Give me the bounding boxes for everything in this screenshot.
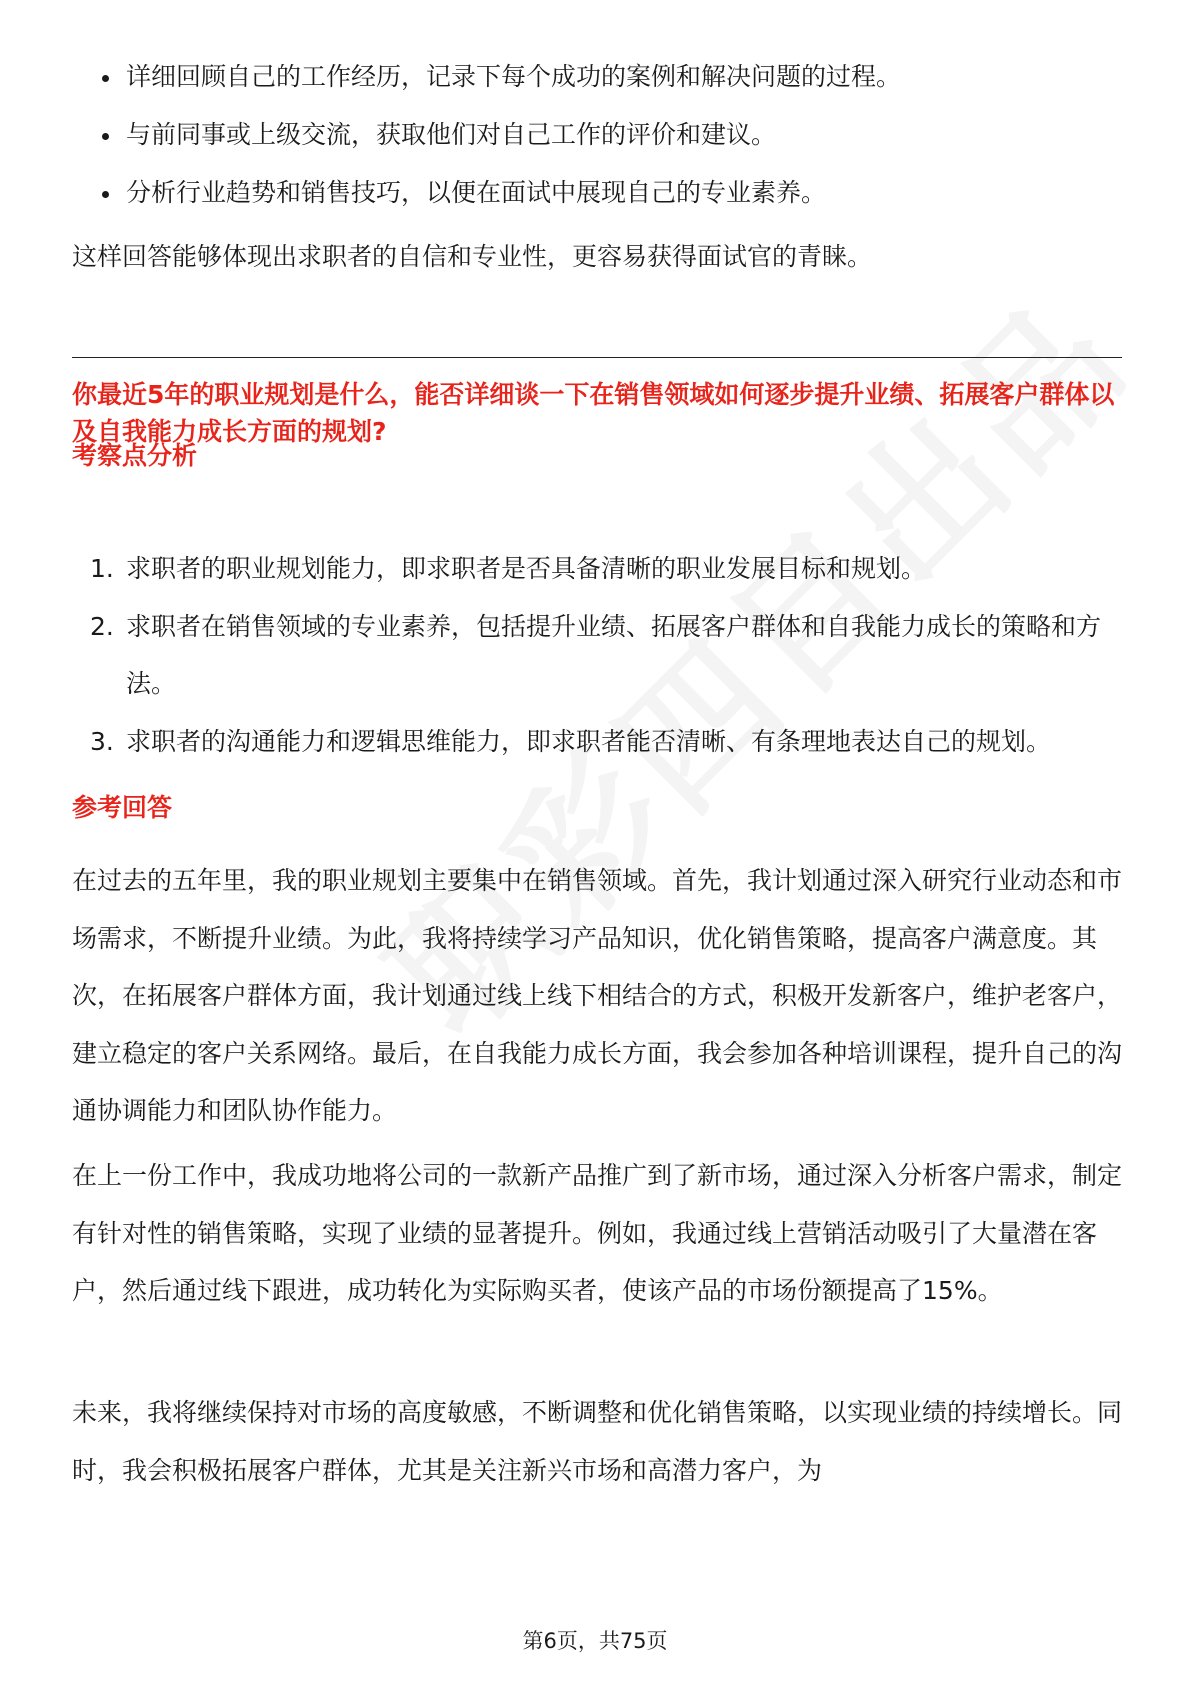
analysis-item <box>72 540 1122 598</box>
page-footer: 第6页，共75页 <box>522 1629 668 1653</box>
analysis-item <box>72 713 1122 771</box>
item-number: 1. <box>90 554 114 583</box>
tips-bullet-list <box>72 48 1122 222</box>
item-number: 2. <box>90 611 114 641</box>
item-text: 求职者在销售领域的专业素养，包括提升业绩、拓展客户群体和自我能力成长的策略和方法。 <box>126 611 1102 698</box>
question-heading: 你最近5年的职业规划是什么，能否详细谈一下在销售领域如何逐步提升业绩、拓展客户群体以及自我能力成长方面的规划? <box>72 380 1115 446</box>
analysis-item <box>72 598 1122 713</box>
answer-paragraph: 未来，我将继续保持对市场的高度敏感，不断调整和优化销售策略，以实现业绩的持续增长。同时，我会积极拓展客户群体，尤其是关注新兴市场和高潜力客户，为 <box>72 1398 1123 1485</box>
analysis-list <box>72 540 1122 770</box>
item-text: 求职者的职业规划能力，即求职者是否具备清晰的职业发展目标和规划。 <box>126 554 927 583</box>
item-number: 3. <box>90 726 114 756</box>
summary-paragraph: 这样回答能够体现出求职者的自信和专业性，更容易获得面试官的青睐。 <box>72 242 873 271</box>
item-text: 求职者的沟通能力和逻辑思维能力，即求职者能否清晰、有条理地表达自己的规划。 <box>126 726 1052 756</box>
bullet-item: 与前同事或上级交流，获取他们对自己工作的评价和建议。 <box>72 106 1122 164</box>
analysis-title: 考察点分析 <box>72 441 198 470</box>
answer-title: 参考回答 <box>72 793 173 822</box>
bullet-item: 详细回顾自己的工作经历，记录下每个成功的案例和解决问题的过程。 <box>72 48 1122 106</box>
bullet-item: 分析行业趋势和销售技巧，以便在面试中展现自己的专业素养。 <box>72 164 1122 222</box>
answer-paragraph: 在过去的五年里，我的职业规划主要集中在销售领域。首先，我计划通过深入研究行业动态和市场需求，不断提升业绩。为此，我将持续学习产品知识，优化销售策略，提高客户满意度。其次，在拓展客户群体方面，我计划通过线上线下相结合的方式，积极开发新客户，维护老客户，建立稳定的客户关系网络。最后，在自我能力成长方面，我会参加各种培训课程，提升自己的沟通协调能力和团队协作能力。 <box>72 866 1123 1125</box>
answer-paragraph: 在上一份工作中，我成功地将公司的一款新产品推广到了新市场，通过深入分析客户需求，制定有针对性的销售策略，实现了业绩的显著提升。例如，我通过线上营销活动吸引了大量潜在客户，然后通过线下跟进，成功转化为实际购买者，使该产品的市场份额提高了15%。 <box>72 1161 1123 1305</box>
section-divider <box>72 357 1122 358</box>
